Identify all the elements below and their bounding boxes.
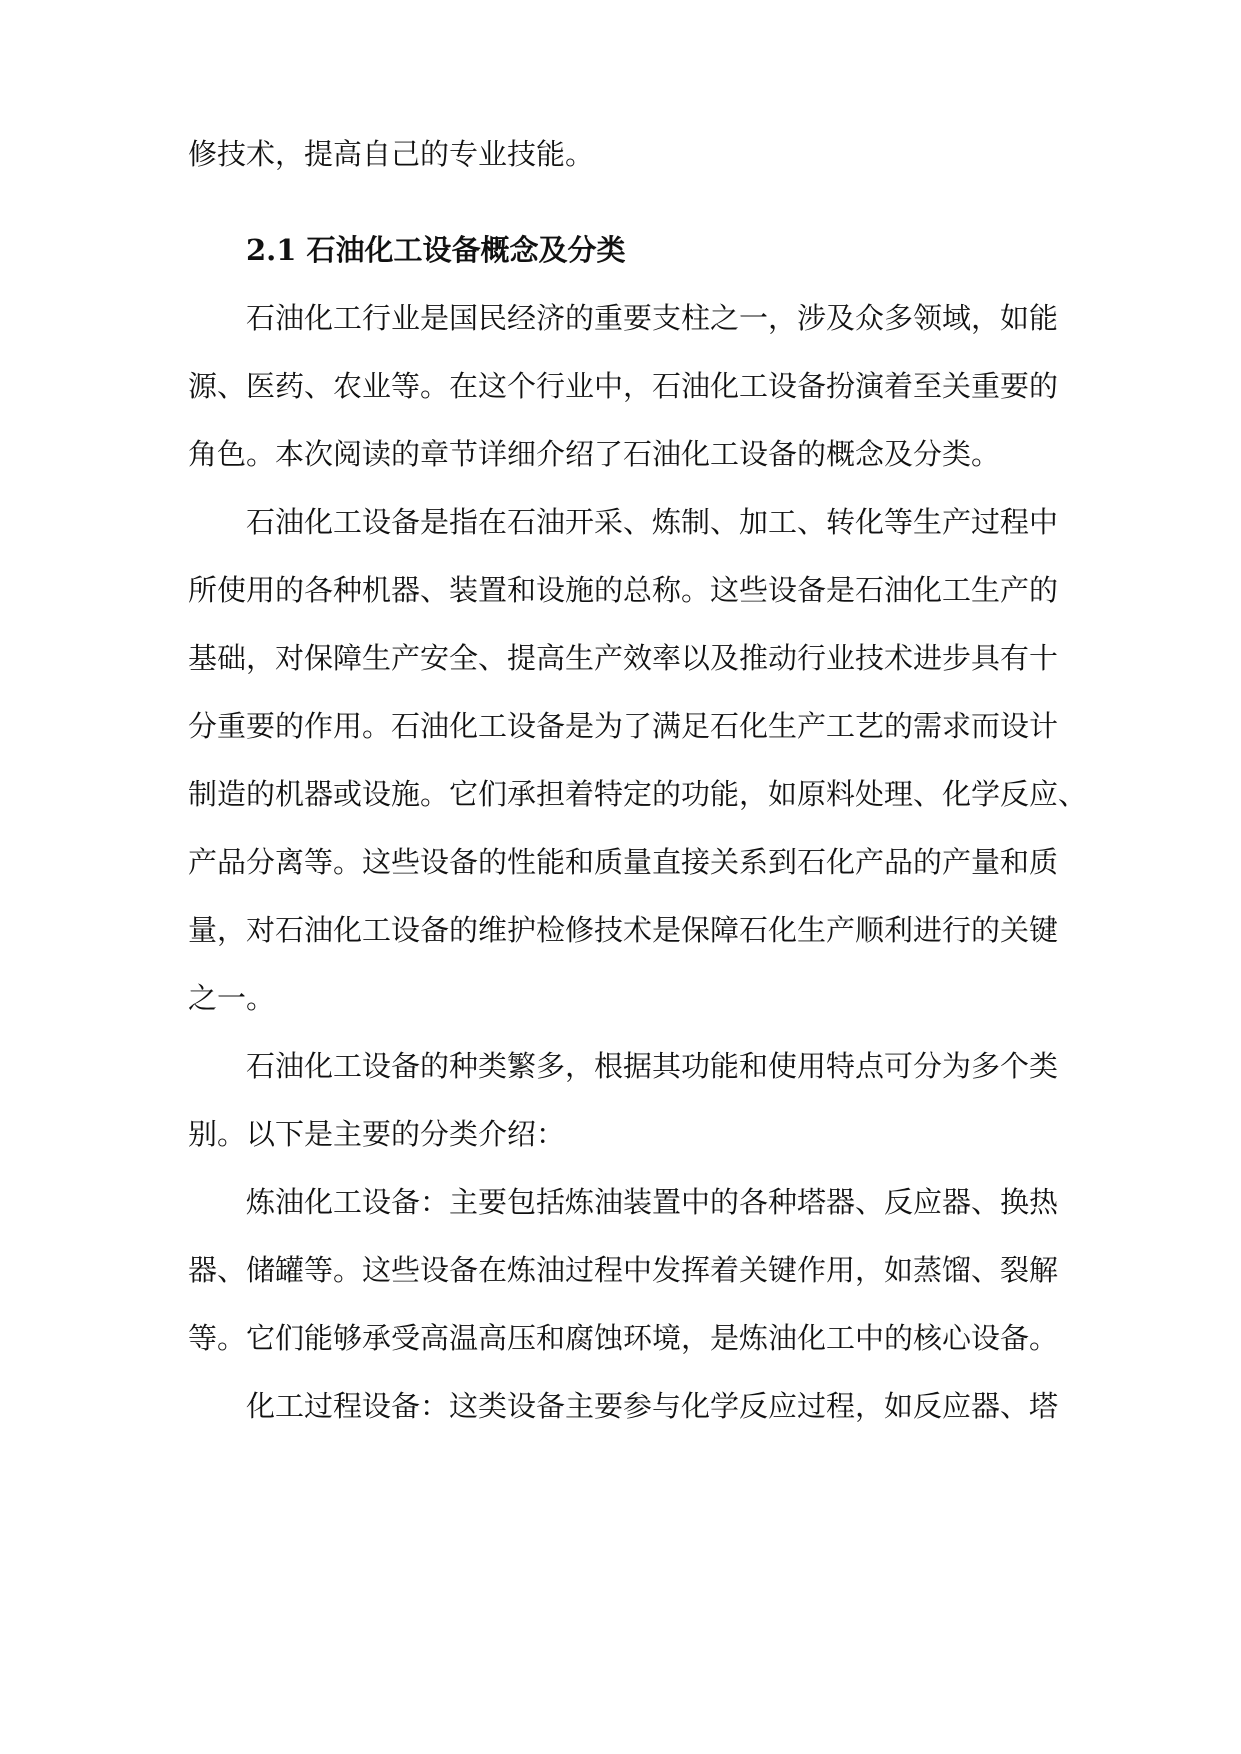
text-line: 炼油化工设备：主要包括炼油装置中的各种塔器、反应器、换热 — [246, 1185, 1059, 1219]
text-line: 别。以下是主要的分类介绍： — [188, 1117, 566, 1151]
text-line: 基础，对保障生产安全、提高生产效率以及推动行业技术进步具有十 — [188, 641, 1059, 675]
text-line: 化工过程设备：这类设备主要参与化学反应过程，如反应器、塔 — [246, 1389, 1059, 1423]
text-line: 源、医药、农业等。在这个行业中，石油化工设备扮演着至关重要的 — [188, 369, 1059, 403]
text-line: 器、储罐等。这些设备在炼油过程中发挥着关键作用，如蒸馏、裂解 — [188, 1253, 1059, 1287]
text-line: 等。它们能够承受高温高压和腐蚀环境，是炼油化工中的核心设备。 — [188, 1321, 1059, 1355]
text-line: 之一。 — [188, 981, 276, 1015]
text-line: 石油化工设备的种类繁多，根据其功能和使用特点可分为多个类 — [246, 1049, 1059, 1083]
text-line: 量，对石油化工设备的维护检修技术是保障石化生产顺利进行的关键 — [188, 913, 1059, 947]
text-line: 修技术，提高自己的专业技能。 — [188, 137, 595, 171]
text-line: 产品分离等。这些设备的性能和质量直接关系到石化产品的产量和质 — [188, 845, 1059, 879]
text-line: 石油化工行业是国民经济的重要支柱之一，涉及众多领域，如能 — [246, 301, 1059, 335]
section-heading: 2.1 石油化工设备概念及分类 — [246, 233, 626, 267]
text-line: 角色。本次阅读的章节详细介绍了石油化工设备的概念及分类。 — [188, 437, 1001, 471]
text-line: 分重要的作用。石油化工设备是为了满足石化生产工艺的需求而设计 — [188, 709, 1059, 743]
text-line: 石油化工设备是指在石油开采、炼制、加工、转化等生产过程中 — [246, 505, 1059, 539]
text-line: 所使用的各种机器、装置和设施的总称。这些设备是石油化工生产的 — [188, 573, 1059, 607]
text-line: 制造的机器或设施。它们承担着特定的功能，如原料处理、化学反应、 — [188, 777, 1088, 811]
